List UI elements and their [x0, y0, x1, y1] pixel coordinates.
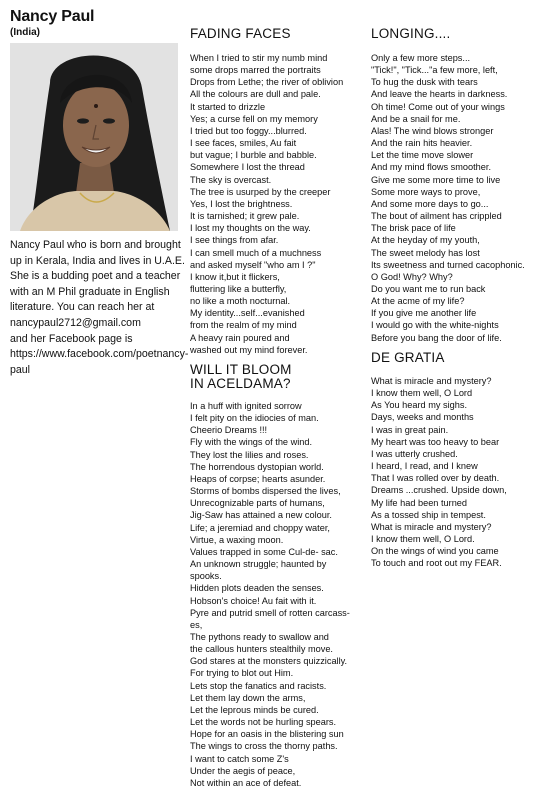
poem-de-gratia: [371, 375, 507, 570]
poem-line: Lets stop the fanatics and racists.: [190, 680, 327, 691]
poem-line: Dreams ...crushed. Upside down,: [371, 485, 507, 496]
poem-line: The pythons ready to swallow and: [190, 631, 329, 642]
author-email[interactable]: nancypaul2712@gmail.com: [10, 316, 141, 329]
bio-line: with an M Phil graduate in English: [10, 285, 170, 298]
facebook-link[interactable]: https://www.facebook.com/poetnancy-: [10, 348, 189, 361]
poem-line: The sweet melody has lost: [371, 247, 480, 258]
poem-line: Heaps of corpse; hearts asunder.: [190, 473, 326, 484]
poem-line: I can smell much of a muchness: [190, 247, 322, 258]
poem-line: Let the words not be hurling spears.: [190, 717, 337, 728]
poem-line: the callous hunters stealthily move.: [190, 644, 333, 655]
poem-line: My life had been turned: [371, 497, 468, 508]
poem-line: For trying to blot out Him.: [190, 668, 294, 679]
poem-line: It started to drizzle: [190, 101, 266, 112]
poem-line: I was in great pain.: [371, 424, 449, 435]
poem-will-it-bloom: [190, 400, 350, 789]
poem-title-de-gratia: [371, 351, 445, 365]
poem-line: My heart was too heavy to bear: [371, 436, 500, 447]
poem-line: They lost the lilies and roses.: [190, 449, 309, 460]
poem-line: What is miracle and mystery?: [371, 521, 492, 532]
poem-line: To hug the dusk with tears: [371, 77, 478, 88]
poem-title-fading-faces: [190, 27, 291, 41]
title-line: FADING FACES: [190, 26, 291, 41]
poem-line: Life; a jeremiad and choppy water,: [190, 522, 330, 533]
poem-line: Fly with the wings of the wind.: [190, 437, 313, 448]
poem-line: Hobson's choice! Au fait with it.: [190, 595, 317, 606]
poem-line: I heard, I read, and I knew: [371, 461, 478, 472]
poem-line: "Tick!", "Tick..."a few more, left,: [371, 65, 498, 76]
poem-line: I know them well, O Lord.: [371, 534, 475, 545]
poem-line: Drops from Lethe; the river of oblivion: [190, 77, 344, 88]
poem-line: Storms of bombs dispersed the lives,: [190, 486, 341, 497]
poem-line: O God! Why? Why?: [371, 271, 453, 282]
poem-line: Cheerio Dreams !!!: [190, 425, 268, 436]
poem-fading-faces: [190, 52, 343, 356]
portrait-illustration: [10, 43, 178, 231]
poem-line: I tried but too foggy...blurred.: [190, 125, 307, 136]
poem-line: In a huff with ignited sorrow: [190, 401, 302, 411]
poem-line: Unrecognizable parts of humans,: [190, 498, 325, 509]
poem-line: Its sweetness and turned cacophonic.: [371, 259, 525, 270]
poem-line: Somewhere I lost the thread: [190, 162, 305, 173]
poem-line: Give me some more time to live: [371, 174, 501, 185]
poem-line: Let them lay down the arms,: [190, 692, 306, 703]
poem-line: Oh time! Come out of your wings: [371, 101, 505, 112]
poem-line: And the rain hits heavier.: [371, 138, 473, 149]
author-bio: [10, 238, 189, 378]
poem-line: The sky is overcast.: [190, 174, 272, 185]
author-country: (India): [10, 27, 40, 38]
title-line: IN ACELDAMA?: [190, 376, 291, 391]
poem-line: At the heyday of my youth,: [371, 235, 480, 246]
poem-line: To touch and root out my FEAR.: [371, 558, 502, 569]
poem-line: I see faces, smiles, Au fait: [190, 138, 297, 149]
poem-line: I would go with the white-nights: [371, 320, 499, 331]
bio-line: literature. You can reach her at: [10, 301, 155, 314]
poem-line: Yes, I lost the brightness.: [190, 198, 293, 209]
poem-title-will-it-bloom: [190, 363, 292, 391]
poem-line: no like a moth nocturnal.: [190, 296, 291, 307]
poem-line: On the wings of wind you came: [371, 546, 499, 557]
poem-line: Under the aegis of peace,: [190, 765, 296, 776]
poem-line: The brisk pace of life: [371, 223, 456, 234]
poem-line: Some more ways to prove,: [371, 186, 481, 197]
poem-line: Pyre and putrid smell of rotten carcass-: [190, 607, 350, 618]
poem-line: washed out my mind forever.: [190, 344, 308, 355]
poem-line: What is miracle and mystery?: [371, 376, 492, 386]
poem-line: I want to catch some Z's: [190, 753, 289, 764]
title-line: WILL IT BLOOM: [190, 362, 292, 377]
title-line: DE GRATIA: [371, 350, 445, 365]
poem-line: An unknown struggle; haunted by: [190, 559, 327, 570]
poem-line: some drops marred the portraits: [190, 65, 321, 76]
poem-line: Let the leprous minds be cured.: [190, 704, 319, 715]
poem-line: Values trapped in some Cul-de- sac.: [190, 546, 338, 557]
poem-line: The tree is usurped by the creeper: [190, 186, 331, 197]
poem-line: Yes; a curse fell on my memory: [190, 113, 318, 124]
bio-line: and her Facebook page is: [10, 332, 133, 345]
poem-line: I see things from afar.: [190, 235, 279, 246]
author-photo: [10, 43, 178, 231]
poem-line: My identity...self...evanished: [190, 308, 305, 319]
poem-line: I was utterly crushed.: [371, 448, 458, 459]
poem-line: Before you bang the door of life.: [371, 332, 502, 343]
poem-line: God stares at the monsters quizzically.: [190, 656, 348, 667]
facebook-link-cont[interactable]: paul: [10, 363, 31, 376]
poem-line: Only a few more steps...: [371, 53, 471, 63]
poem-line: As a tossed ship in tempest.: [371, 509, 486, 520]
poem-line: The horrendous dystopian world.: [190, 461, 324, 472]
poem-line: fluttering like a butterfly,: [190, 283, 287, 294]
poem-line: es,: [190, 619, 203, 630]
poem-line: And some more days to go...: [371, 198, 489, 209]
poem-line: I know it,but it flickers,: [190, 271, 280, 282]
poem-line: Hope for an oasis in the blistering sun: [190, 729, 344, 740]
author-name: Nancy Paul: [10, 8, 95, 25]
poem-line: When I tried to stir my numb mind: [190, 53, 328, 63]
poem-line: Alas! The wind blows stronger: [371, 125, 494, 136]
poem-line: And be a snail for me.: [371, 113, 461, 124]
poem-line: I lost my thoughts on the way.: [190, 223, 311, 234]
poem-line: And leave the hearts in darkness.: [371, 89, 508, 100]
poem-line: At the acme of my life?: [371, 296, 465, 307]
poem-line: I felt pity on the idiocies of man.: [190, 413, 319, 424]
poem-line: and asked myself "who am I ?": [190, 259, 316, 270]
poem-line: And my mind flows smoother.: [371, 162, 491, 173]
poem-line: As You heard my sighs.: [371, 400, 468, 411]
poem-line: but vague; I burble and babble.: [190, 150, 317, 161]
poem-line: Do you want me to run back: [371, 283, 486, 294]
poem-line: Not within an ace of defeat.: [190, 777, 302, 788]
poem-longing: [371, 52, 525, 344]
title-line: LONGING....: [371, 26, 451, 41]
poem-title-longing: [371, 27, 450, 41]
bio-line: Nancy Paul who is born and brought: [10, 239, 181, 251]
poem-line: Virtue, a waxing moon.: [190, 534, 284, 545]
poem-line: from the realm of my mind: [190, 320, 297, 331]
poem-line: Let the time move slower: [371, 150, 474, 161]
poem-line: The bout of ailment has crippled: [371, 211, 502, 222]
poem-line: If you give me another life: [371, 308, 477, 319]
poem-line: A heavy rain poured and: [190, 332, 290, 343]
bio-line: She is a budding poet and a teacher: [10, 270, 181, 283]
poem-line: Days, weeks and months: [371, 412, 474, 423]
poem-line: That I was rolled over by death.: [371, 473, 500, 484]
poem-line: It is tarnished; it grew pale.: [190, 211, 300, 222]
poem-line: spooks.: [190, 571, 222, 582]
poem-line: All the colours are dull and pale.: [190, 89, 321, 100]
bio-line: up in Kerala, India and lives in U.A.E.: [10, 254, 185, 267]
poem-line: I know them well, O Lord: [371, 388, 473, 399]
poem-line: Hidden plots deaden the senses.: [190, 583, 324, 594]
poem-line: The wings to cross the thorny paths.: [190, 741, 338, 752]
poem-line: Jig-Saw has attained a new colour.: [190, 510, 332, 521]
